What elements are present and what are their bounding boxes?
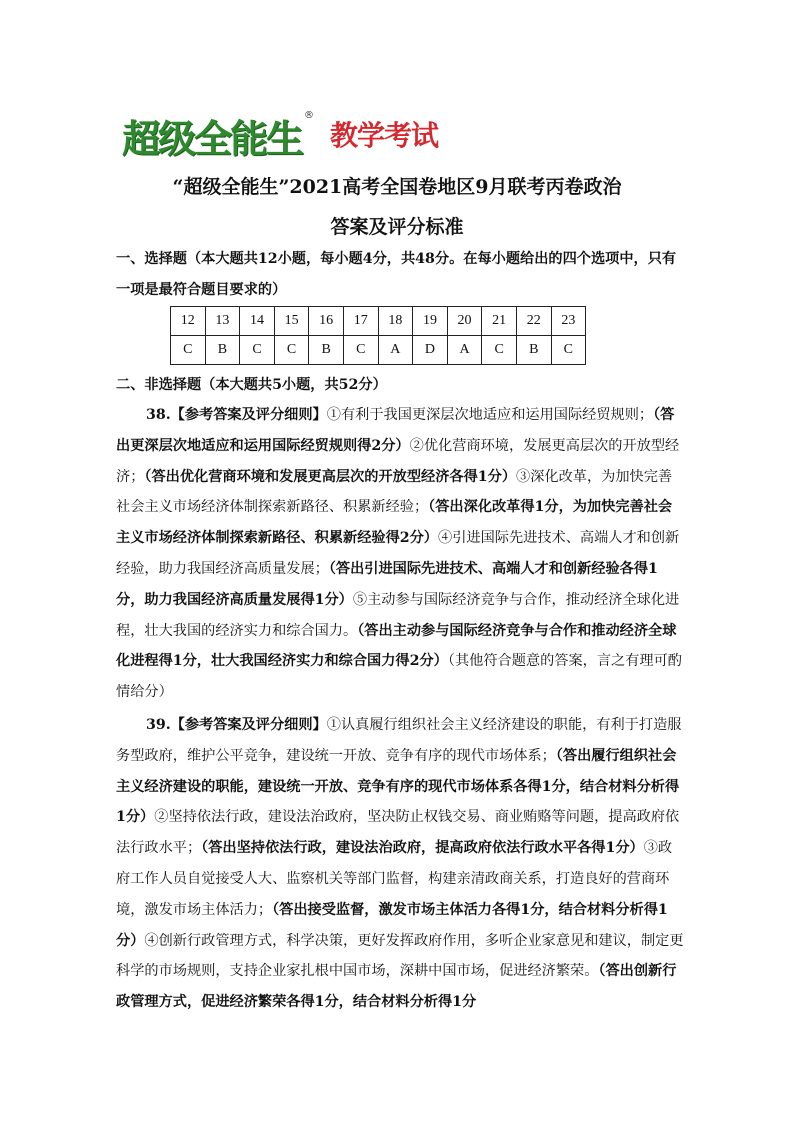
answer-table [170, 306, 586, 365]
q38-point: ③深化改革，为加快完善社会主义市场经济体制探索新路径、积累新经验； [116, 468, 673, 516]
answer-table-question-row [171, 307, 586, 336]
q39-answer [116, 710, 686, 1018]
answer-letter: B [516, 336, 551, 365]
q39-point: ③政府工作人员自觉接受人大、监察机关等部门监督，构建亲清政商关系，打造良好的营商环境，激发市场主体活力； [116, 840, 673, 918]
question-number: 15 [274, 307, 309, 336]
answer-table-answer-row [171, 336, 586, 365]
question-number: 22 [516, 307, 551, 336]
answer-letter: A [378, 336, 413, 365]
q39-point: ①认真履行组织社会主义经济建设的职能，有利于打造服务型政府，维护公平竞争，建设统一开放、竞争有序的现代市场体系； [116, 717, 682, 764]
question-number: 16 [309, 307, 344, 336]
q38-answer [116, 400, 686, 708]
q39-scoring: （答出坚持依法行政，建设法治政府，提高政府依法行政水平各得1分） [201, 840, 644, 857]
question-number: 18 [378, 307, 413, 336]
question-number: 19 [413, 307, 448, 336]
q38-head: 38.【参考答案及评分细则】 [146, 407, 327, 423]
q39-scoring: （答出履行组织社会主义经济建设的职能，建设统一开放、竞争有序的现代市场体系各得1分，结合材料分析得1分） [116, 747, 680, 826]
q38-point: ②优化营商环境，发展更高层次的开放型经济； [116, 437, 680, 485]
logo-brand: 超级全能生 [122, 117, 303, 161]
q38-scoring: （答出更深层次地适应和运用国际经贸规则得2分） [116, 407, 675, 454]
answer-letter: B [309, 336, 344, 365]
registered-mark: ® [304, 110, 315, 121]
answer-letter: A [447, 336, 482, 365]
q38-point: ⑤主动参与国际经济竞争与合作，推动经济全球化进程，壮大我国的经济实力和综合国力。 [116, 591, 680, 639]
section1-heading-line2: 一项是最符合题目要求的） [116, 282, 287, 298]
answer-letter: C [343, 336, 378, 365]
q38-point: ①有利于我国更深层次地适应和运用国际经贸规则； [326, 407, 654, 423]
answer-letter: D [413, 336, 448, 365]
q39-head: 39.【参考答案及评分细则】 [146, 717, 327, 733]
q38-point: ④引进国际先进技术、高端人才和创新经验，助力我国经济高质量发展； [116, 530, 680, 577]
section2-heading: 二、非选择题（本大题共5小题，共52分） [116, 377, 387, 393]
q38-scoring: （答出优化营商环境和发展更高层次的开放型经济各得1分） [144, 468, 517, 485]
logo-tagline: 教学考试 [330, 119, 439, 152]
q38-scoring: （答出主动参与国际经济竞争与合作和推动经济全球化进程得1分，壮大我国经济实力和综合国力得2分） [116, 622, 677, 670]
answer-letter: C [482, 336, 517, 365]
page-subtitle: 答案及评分标准 [330, 216, 464, 238]
answer-letter: C [240, 336, 275, 365]
answer-letter: C [551, 336, 586, 365]
q38-scoring: （答出深化改革得1分，为加快完善社会主义市场经济体制探索新路径、积累新经验得2分） [116, 499, 673, 547]
q38-scoring: （答出引进国际先进技术、高端人才和创新经验各得1分，助力我国经济高质量发展得1分） [116, 560, 658, 608]
question-number: 17 [343, 307, 378, 336]
question-number: 21 [482, 307, 517, 336]
question-number: 14 [240, 307, 275, 336]
answer-letter: B [205, 336, 240, 365]
question-number: 13 [205, 307, 240, 336]
q39-point: ②坚持依法行政，建设法治政府，坚决防止权钱交易、商业贿赂等问题，提高政府依法行政水平； [116, 809, 680, 857]
answer-letter: C [274, 336, 309, 365]
answer-letter: C [171, 336, 206, 365]
section1-heading-line1: 一、选择题（本大题共12小题，每小题4分，共48分。在每小题给出的四个选项中，只有 [116, 251, 677, 267]
page-title: “超级全能生”2021高考全国卷地区9月联考丙卷政治 [172, 176, 622, 198]
question-number: 20 [447, 307, 482, 336]
logo [122, 108, 439, 161]
question-number: 12 [171, 307, 206, 336]
q38-note: （其他符合题意的答案，言之有理可酌情给分） [116, 653, 682, 701]
q39-scoring: （答出创新行政管理方式，促进经济繁荣各得1分，结合材料分析得1分 [116, 963, 677, 1011]
q39-point: ④创新行政管理方式，科学决策，更好发挥政府作用，多听企业家意见和建议，制定更科学的市场规则，支持企业家扎根中国市场，深耕中国市场，促进经济繁荣。 [116, 932, 684, 980]
q39-scoring: （答出接受监督，激发市场主体活力各得1分，结合材料分析得1分） [116, 901, 668, 949]
question-number: 23 [551, 307, 586, 336]
